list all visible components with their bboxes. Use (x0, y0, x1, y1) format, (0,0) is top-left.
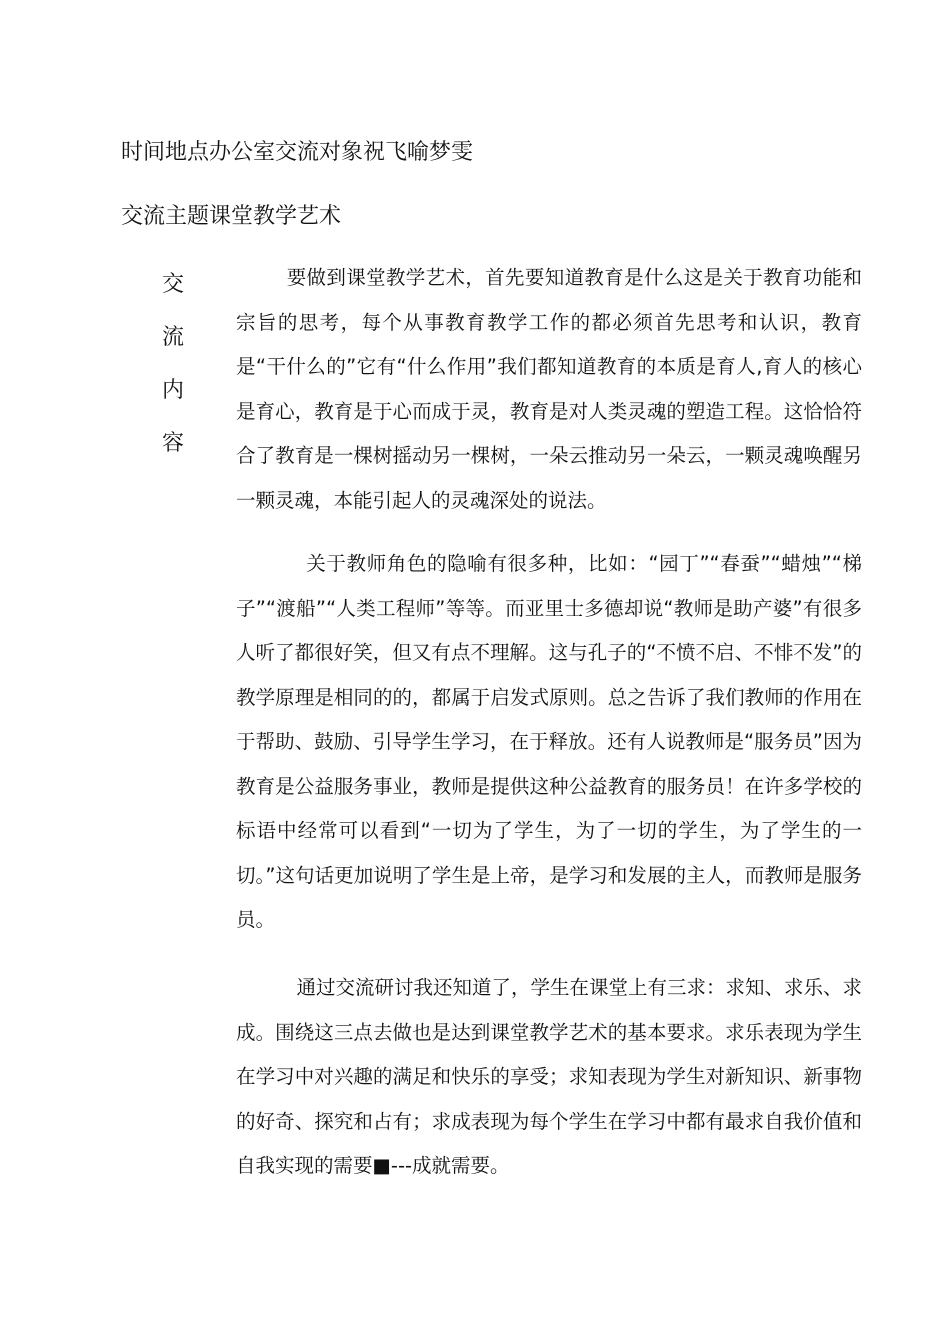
meeting-info-line: 时间地点办公室交流对象祝飞喻梦雯 (121, 140, 474, 165)
paragraph-education-essence: 要做到课堂教学艺术，首先要知道教育是什么这是关于教育功能和宗旨的思考，每个从事教育教学工作的都必须首先思考和认识，教育是“干什么的”它有“什么作用”我们都知道教育的本质是育人,育人的核心是育心，教育是于心而成于灵，教育是对人类灵魂的塑造工程。这恰恰符合了教育是一棵树摇动另一棵树，一朵云推动另一朵云，一颗灵魂唤醒另一颗灵魂，本能引起人的灵魂深处的说法。 (236, 266, 862, 512)
paragraph-student-needs: 通过交流研讨我还知道了，学生在课堂上有三求：求知、求乐、求成。围绕这三点去做也是达到课堂教学艺术的基本要求。求乐表现为学生在学习中对兴趣的满足和快乐的享受；求知表现为学生对新知识、新事物的好奇、探究和占有；求成表现为每个学生在学习中都有最求自我价值和自我实现的需要■---成就需要。 (236, 976, 862, 1177)
side-label-char: 交 (161, 272, 184, 297)
paragraph-teacher-role: 关于教师角色的隐喻有很多种，比如：“园丁”“春蚕”“蜡烛”“梯子”“渡船”“人类工程师”等等。而亚里士多德却说“教师是助产婆”有很多人听了都很好笑，但又有点不理解。这与孔子的“不愤不启、不悱不发”的教学原理是相同的的，都属于启发式原则。总之告诉了我们教师的作用在于帮助、鼓励、引导学生学习，在于释放。还有人说教师是“服务员”因为教育是公益服务事业，教师是提供这种公益教育的服务员！在许多学校的标语中经常可以看到“一切为了学生，为了一切的学生，为了学生的一切。”这句话更加说明了学生是上帝，是学习和发展的主人，而教师是服务员。 (236, 552, 862, 931)
side-label-char: 内 (161, 378, 184, 403)
topic-line: 交流主题课堂教学艺术 (121, 204, 342, 229)
side-label-char: 容 (161, 431, 184, 456)
side-label-char: 流 (161, 325, 184, 350)
content-side-label (158, 268, 188, 480)
